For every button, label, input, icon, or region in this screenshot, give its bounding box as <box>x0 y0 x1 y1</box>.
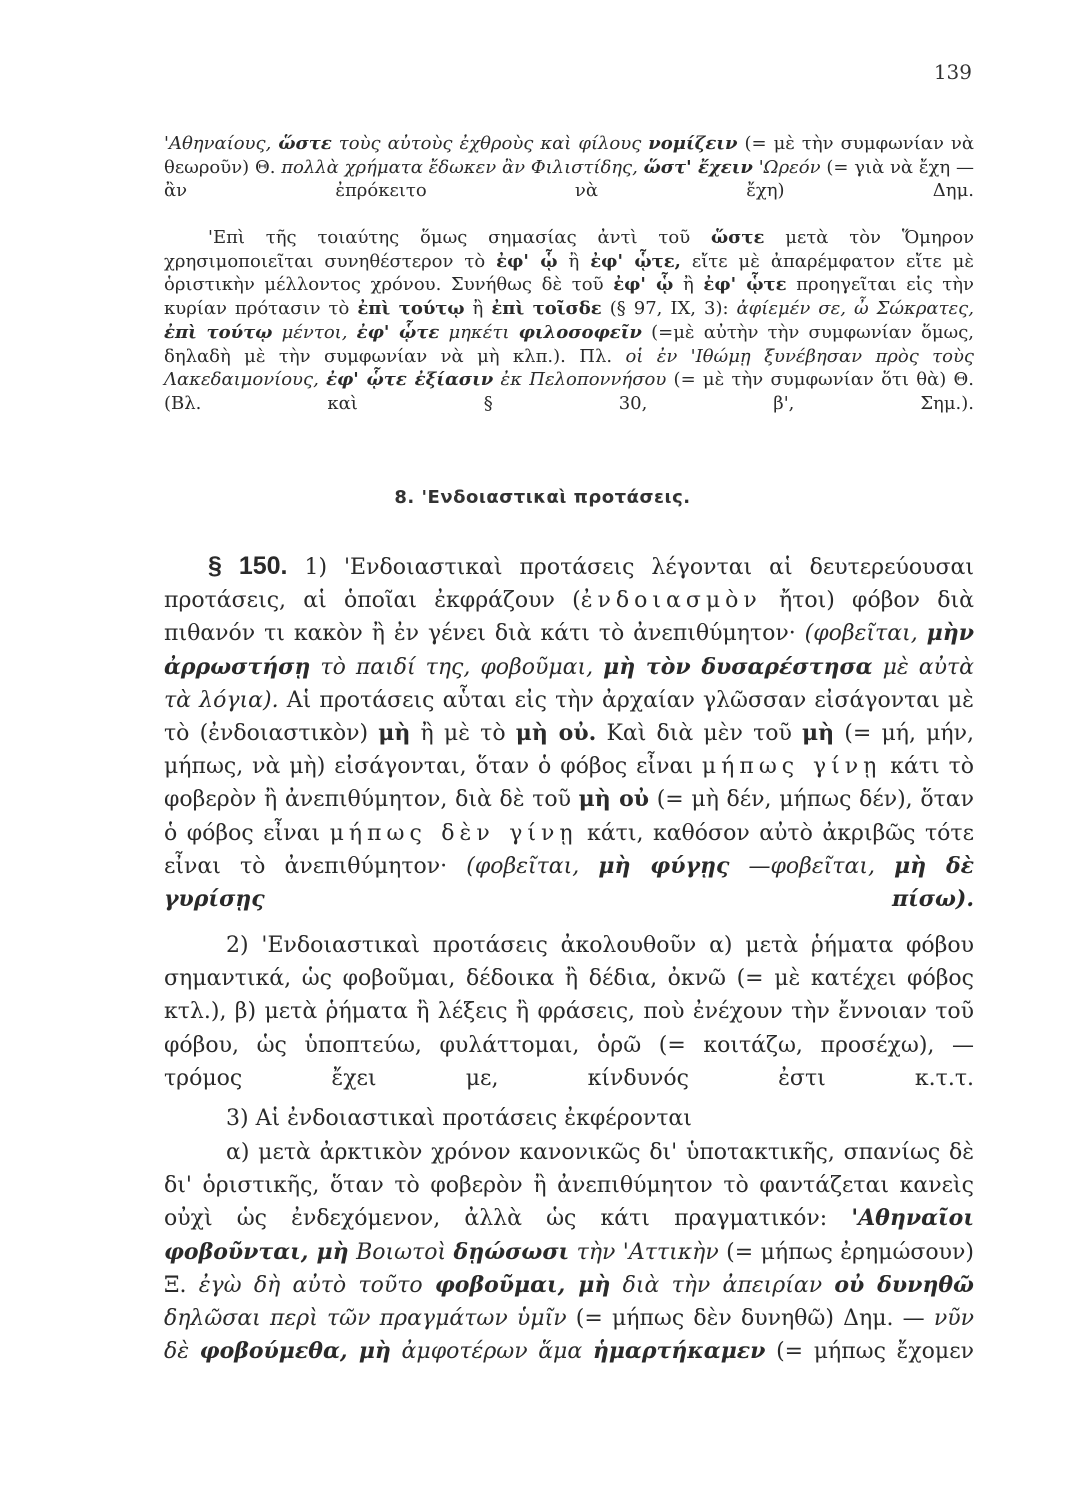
section-heading: 8. 'Ενδοιαστικαὶ προτάσεις. <box>394 487 691 508</box>
text-run: ὥστε <box>711 227 765 248</box>
text-run: πολλὰ χρήματα ἔδωκεν ἂν Φιλιστίδης, <box>281 156 644 178</box>
text-run: ἐπὶ τοῖσδε <box>491 298 602 320</box>
text-run: δηλῶσαι περὶ τῶν πραγμάτων ὑμῖν <box>164 1306 567 1332</box>
page-number: 139 <box>933 60 972 84</box>
text-run: οἱ ἐν 'Ιθώμῃ ξυνέβησαν πρὸς τοὺς Λακεδαιμονίους, <box>164 345 974 391</box>
text-run: οὐ δυνηθῶ <box>834 1271 974 1298</box>
text-run: ἢ <box>464 298 492 320</box>
text-run: ἐφ' ᾧ <box>613 274 674 296</box>
text-run: ἐκ Πελοποννήσου <box>493 369 667 391</box>
text-run: ἢ <box>557 250 591 272</box>
text-run: μέντοι, <box>272 321 357 343</box>
text-run: ἐφ' ᾧτε ἐξίασιν <box>326 369 494 391</box>
text-run: (= μή, μήν, μήπως, νὰ μὴ) εἰσάγονται, ὅταν ὁ φόβος εἶναι <box>164 721 974 780</box>
text-run: δῃώσωσι <box>453 1238 570 1265</box>
text-run: ἐφ' ᾧ <box>496 250 558 272</box>
text-run: 'Αθηναῖοι φοβοῦνται, μὴ <box>164 1205 974 1265</box>
text-run: —φοβεῖται, <box>729 853 895 879</box>
text-run: ἐφ' ᾧτε <box>703 274 787 296</box>
text-run: Αἱ προτάσεις αὗται εἰς τὴν ἀρχαίαν γλῶσσαν εἰσάγονται μὲ τὸ (ἐνδοιαστικὸν) <box>164 687 974 747</box>
text-run: ἐγὼ δὴ αὐτὸ τοῦτο <box>198 1272 435 1298</box>
text-run: μὲ αὐτὰ τὰ λόγια). <box>164 654 974 713</box>
text-run: ἐφ' ᾧτε, <box>590 250 681 272</box>
text-run: ἡμαρτήκαμεν <box>592 1338 766 1365</box>
text-run: φοβοῦμαι, μὴ <box>434 1271 611 1298</box>
text-run: κάτι, καθόσον αὐτὸ ἀκριβῶς τότε εἶναι τὸ ἀνεπιθύμητον· <box>164 820 974 879</box>
text-run: ἐπὶ τούτῳ <box>357 298 465 320</box>
text-run: Καὶ διὰ μὲν τοῦ <box>596 721 803 747</box>
section-number: § 150. <box>208 552 288 580</box>
text-run: νῦν δὲ <box>164 1306 974 1365</box>
text-run: φοβούμεθα, μὴ <box>199 1338 391 1365</box>
text-run: τὴν 'Αττικὴν <box>569 1239 719 1265</box>
text-run: ἀφίεμέν σε, ὦ Σώκρατες, <box>736 298 974 320</box>
text-run: τοὺς αὐτοὺς ἐχθροὺς καὶ φίλους <box>331 133 649 154</box>
text-run: μὴ <box>802 720 835 747</box>
text-run: Βοιωτοὶ <box>348 1239 454 1265</box>
text-run: διὰ τὴν ἀπειρίαν <box>610 1272 835 1298</box>
text-run: (= μὴ δέν, μήπως δέν), ὅταν ὁ φόβος εἶναι <box>164 787 974 846</box>
text-run: τὸ παιδί της, φοβοῦμαι, <box>310 654 604 680</box>
text-run: μήπως γίνῃ <box>701 754 882 780</box>
text-run: μετὰ τὸν Ὅμηρον χρησιμοποιεῖται συνηθέστερον τὸ <box>164 227 975 272</box>
text-run: μὴ φύγῃς <box>598 852 730 879</box>
text-run: (= γιὰ νὰ ἔχη — ἂν ἐπρόκειτο νὰ ἔχη) Δημ. <box>164 156 974 202</box>
text-run: ὥστ' ἔχειν <box>643 156 753 178</box>
text-run: (=μὲ αὐτὴν τὴν συμφωνίαν ὅμως, δηλαδὴ μὲ τὴν συμφωνίαν νὰ μὴ κλπ.). Πλ. <box>164 321 975 367</box>
text-run: μὴ οὐ. <box>515 720 597 747</box>
text-run: μηκέτι <box>439 321 519 343</box>
text-run: μὴ δὲ γυρίσῃς πίσω). <box>164 852 974 913</box>
paragraph-ef-w <box>164 226 974 416</box>
text-run: (§ 97, IX, 3): <box>601 298 737 320</box>
text-run: μὴ <box>378 720 411 747</box>
text-run: 2) 'Ενδοιαστικαὶ προτάσεις ἀκολουθοῦν α) μετὰ ῥήματα φόβου σημαντικά, ὡς φοβοῦμαι, δέδοικα ἢ δέδια, ὀκνῶ (= μὲ κατέχει φόβος κτλ.), β) μετὰ ῥήματα ἢ λέξεις ἢ φράσεις, ποὺ ἐνέχουν τὴν ἔννοιαν τοῦ φόβου, ὡς ὑποπτεύω, φυλάττομαι, ὁρῶ (= κοιτάζω, προσέχω), — τρόμος ἔχει με, κίνδυνός ἐστι κ.τ.τ. <box>164 933 974 1091</box>
text-run: (= μὲ τὴν συμφωνίαν νὰ θεωροῦν) Θ. <box>164 133 974 178</box>
paragraph-rule-2 <box>164 929 974 1095</box>
text-run: 3) Αἱ ἐνδοιαστικαὶ προτάσεις ἐκφέρονται <box>226 1106 692 1131</box>
text-run: εἴτε μὲ ἀπαρέμφατον εἴτε μὲ ὁριστικὴν μέλλοντος χρόνου. Συνήθως δὲ τοῦ <box>164 250 974 296</box>
text-run: (= μήπως ἐρημώσουν) Ξ. <box>164 1239 974 1298</box>
text-run: 'Ωρεόν <box>752 156 821 178</box>
text-run: 'Αθηναίους, <box>164 133 279 154</box>
text-run: (= μήπως ἔχομεν <box>765 1339 974 1365</box>
text-run: ἢ μὲ τὸ <box>410 721 516 747</box>
paragraph-rule-3 <box>164 1102 974 1135</box>
text-run: ἀμφοτέρων ἅμα <box>390 1339 593 1365</box>
paragraph-examples-wste <box>164 132 974 203</box>
text-run: (φοβεῖται, <box>804 621 927 647</box>
text-run: ἢ <box>673 274 704 296</box>
paragraph-section-150 <box>164 550 974 916</box>
text-run: ἤτοι) φόβον διὰ πιθανόν τι κακὸν ἢ ἐν γένει διὰ κάτι τὸ ἀνεπιθύμητον· <box>164 588 974 647</box>
text-run: μὴ τὸν δυσαρέστησα <box>603 653 873 680</box>
text-run: μὴ οὐ <box>578 786 650 813</box>
text-run: ἐνδοιασμὸν <box>580 588 762 614</box>
text-run: ἐπὶ τούτῳ <box>164 321 273 343</box>
text-run: ἐφ' ᾧτε <box>356 321 440 343</box>
text-run: (= μήπως δὲν δυνηθῶ) Δημ. — <box>566 1306 934 1332</box>
text-run: προηγεῖται εἰς τὴν κυρίαν πρότασιν τὸ <box>164 274 974 320</box>
text-run: ὥστε <box>278 133 332 154</box>
text-run: κάτι τὸ φοβερὸν ἢ ἀνεπιθύμητον, διὰ δὲ τοῦ <box>164 754 974 813</box>
text-run: φιλοσοφεῖν <box>518 321 642 343</box>
text-run: 1) 'Ενδοιαστικαὶ προτάσεις λέγονται αἱ δευτερεύουσαι προτάσεις, αἱ ὁποῖαι ἐκφράζουν ( <box>164 555 974 614</box>
text-run: μὴν ἀρρωστήσῃ <box>164 620 975 680</box>
text-run: μήπως δὲν γίνῃ <box>329 820 578 846</box>
paragraph-rule-3a <box>164 1136 974 1368</box>
text-run: (φοβεῖται, <box>466 853 599 879</box>
text-run: α) μετὰ ἀρκτικὸν χρόνον κανονικῶς δι' ὑποτακτικῆς, σπανίως δὲ δι' ὁριστικῆς, ὅταν τὸ φοβερὸν ἢ ἀνεπιθύμητον τὸ φαντάζεται κανεὶς οὐχὶ ὡς ἐνδεχόμενον, ἀλλὰ ὡς κάτι πραγματικόν: <box>164 1140 974 1232</box>
text-run: (= μὲ τὴν συμφωνίαν ὅτι θὰ) Θ. (Βλ. καὶ § 30, β', Σημ.). <box>164 369 974 414</box>
text-run: 'Επὶ τῆς τοιαύτης ὅμως σημασίας ἀντὶ τοῦ <box>208 227 711 248</box>
text-run: νομίζειν <box>648 133 738 154</box>
